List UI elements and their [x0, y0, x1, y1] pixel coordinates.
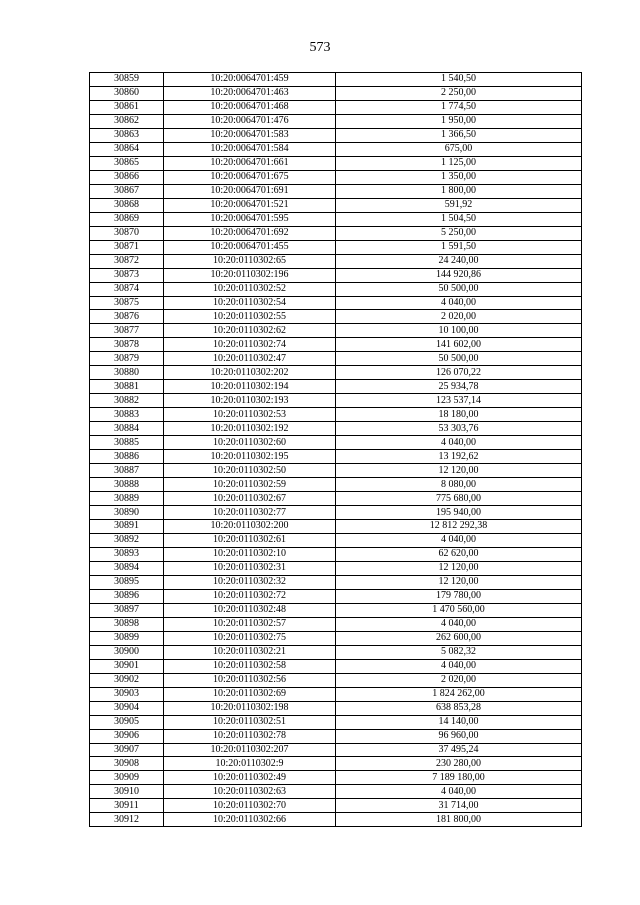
value-cell: 18 180,00: [336, 408, 582, 422]
value-cell: 123 537,14: [336, 394, 582, 408]
row-number-cell: 30902: [90, 673, 164, 687]
row-number-cell: 30871: [90, 240, 164, 254]
cadastral-number-cell: 10:20:0064701:459: [164, 73, 336, 87]
value-cell: 7 189 180,00: [336, 771, 582, 785]
row-number-cell: 30911: [90, 799, 164, 813]
value-cell: 25 934,78: [336, 380, 582, 394]
table-row: [90, 450, 582, 464]
value-cell: 262 600,00: [336, 631, 582, 645]
row-number-cell: 30905: [90, 715, 164, 729]
table-row: [90, 324, 582, 338]
cadastral-number-cell: 10:20:0110302:54: [164, 296, 336, 310]
row-number-cell: 30873: [90, 268, 164, 282]
value-cell: 638 853,28: [336, 701, 582, 715]
table-row: [90, 715, 582, 729]
table-row: [90, 198, 582, 212]
table-row: [90, 73, 582, 87]
cadastral-number-cell: 10:20:0064701:661: [164, 156, 336, 170]
cadastral-number-cell: 10:20:0064701:691: [164, 184, 336, 198]
cadastral-number-cell: 10:20:0110302:72: [164, 589, 336, 603]
value-cell: 14 140,00: [336, 715, 582, 729]
value-cell: 1 350,00: [336, 170, 582, 184]
cadastral-value-table: [89, 72, 582, 827]
cadastral-number-cell: 10:20:0110302:31: [164, 561, 336, 575]
row-number-cell: 30863: [90, 128, 164, 142]
value-cell: 10 100,00: [336, 324, 582, 338]
table-row: [90, 366, 582, 380]
table-row: [90, 729, 582, 743]
cadastral-number-cell: 10:20:0110302:69: [164, 687, 336, 701]
row-number-cell: 30895: [90, 575, 164, 589]
cadastral-number-cell: 10:20:0064701:476: [164, 114, 336, 128]
value-cell: 1 366,50: [336, 128, 582, 142]
cadastral-number-cell: 10:20:0110302:66: [164, 813, 336, 827]
row-number-cell: 30901: [90, 659, 164, 673]
row-number-cell: 30862: [90, 114, 164, 128]
cadastral-number-cell: 10:20:0110302:58: [164, 659, 336, 673]
row-number-cell: 30885: [90, 436, 164, 450]
row-number-cell: 30878: [90, 338, 164, 352]
cadastral-number-cell: 10:20:0064701:584: [164, 142, 336, 156]
row-number-cell: 30879: [90, 352, 164, 366]
table-row: [90, 617, 582, 631]
value-cell: 1 800,00: [336, 184, 582, 198]
row-number-cell: 30860: [90, 86, 164, 100]
row-number-cell: 30877: [90, 324, 164, 338]
row-number-cell: 30875: [90, 296, 164, 310]
table-row: [90, 547, 582, 561]
row-number-cell: 30870: [90, 226, 164, 240]
row-number-cell: 30869: [90, 212, 164, 226]
cadastral-number-cell: 10:20:0110302:70: [164, 799, 336, 813]
row-number-cell: 30910: [90, 785, 164, 799]
cadastral-number-cell: 10:20:0110302:192: [164, 422, 336, 436]
table-row: [90, 128, 582, 142]
value-cell: 4 040,00: [336, 436, 582, 450]
cadastral-number-cell: 10:20:0110302:62: [164, 324, 336, 338]
row-number-cell: 30894: [90, 561, 164, 575]
row-number-cell: 30859: [90, 73, 164, 87]
table-row: [90, 282, 582, 296]
table-row: [90, 631, 582, 645]
cadastral-number-cell: 10:20:0110302:194: [164, 380, 336, 394]
row-number-cell: 30906: [90, 729, 164, 743]
table-row: [90, 687, 582, 701]
table-row: [90, 771, 582, 785]
cadastral-number-cell: 10:20:0110302:196: [164, 268, 336, 282]
row-number-cell: 30900: [90, 645, 164, 659]
value-cell: 24 240,00: [336, 254, 582, 268]
row-number-cell: 30872: [90, 254, 164, 268]
row-number-cell: 30864: [90, 142, 164, 156]
table-row: [90, 673, 582, 687]
row-number-cell: 30887: [90, 464, 164, 478]
table-row: [90, 492, 582, 506]
row-number-cell: 30889: [90, 492, 164, 506]
cadastral-number-cell: 10:20:0110302:50: [164, 464, 336, 478]
table-row: [90, 408, 582, 422]
cadastral-number-cell: 10:20:0110302:60: [164, 436, 336, 450]
table-row: [90, 561, 582, 575]
cadastral-number-cell: 10:20:0110302:9: [164, 757, 336, 771]
table-row: [90, 212, 582, 226]
row-number-cell: 30881: [90, 380, 164, 394]
row-number-cell: 30882: [90, 394, 164, 408]
value-cell: 179 780,00: [336, 589, 582, 603]
row-number-cell: 30912: [90, 813, 164, 827]
table-row: [90, 268, 582, 282]
cadastral-number-cell: 10:20:0110302:193: [164, 394, 336, 408]
cadastral-number-cell: 10:20:0064701:692: [164, 226, 336, 240]
value-cell: 675,00: [336, 142, 582, 156]
cadastral-number-cell: 10:20:0064701:521: [164, 198, 336, 212]
value-cell: 13 192,62: [336, 450, 582, 464]
row-number-cell: 30890: [90, 506, 164, 520]
table-row: [90, 701, 582, 715]
table-row: [90, 464, 582, 478]
row-number-cell: 30884: [90, 422, 164, 436]
value-cell: 8 080,00: [336, 478, 582, 492]
table-row: [90, 310, 582, 324]
cadastral-number-cell: 10:20:0110302:78: [164, 729, 336, 743]
cadastral-number-cell: 10:20:0110302:52: [164, 282, 336, 296]
value-cell: 12 120,00: [336, 464, 582, 478]
value-cell: 1 774,50: [336, 100, 582, 114]
cadastral-number-cell: 10:20:0110302:198: [164, 701, 336, 715]
value-cell: 4 040,00: [336, 296, 582, 310]
cadastral-number-cell: 10:20:0110302:75: [164, 631, 336, 645]
row-number-cell: 30899: [90, 631, 164, 645]
value-cell: 1 125,00: [336, 156, 582, 170]
row-number-cell: 30886: [90, 450, 164, 464]
value-cell: 12 120,00: [336, 575, 582, 589]
row-number-cell: 30888: [90, 478, 164, 492]
table-row: [90, 478, 582, 492]
value-cell: 96 960,00: [336, 729, 582, 743]
table-row: [90, 142, 582, 156]
cadastral-number-cell: 10:20:0110302:77: [164, 506, 336, 520]
table-row: [90, 575, 582, 589]
value-cell: 31 714,00: [336, 799, 582, 813]
value-cell: 1 470 560,00: [336, 603, 582, 617]
table-row: [90, 533, 582, 547]
value-cell: 53 303,76: [336, 422, 582, 436]
cadastral-number-cell: 10:20:0110302:195: [164, 450, 336, 464]
row-number-cell: 30868: [90, 198, 164, 212]
value-cell: 1 504,50: [336, 212, 582, 226]
value-cell: 4 040,00: [336, 659, 582, 673]
cadastral-number-cell: 10:20:0110302:32: [164, 575, 336, 589]
table-row: [90, 156, 582, 170]
table-row: [90, 240, 582, 254]
table-row: [90, 813, 582, 827]
value-cell: 2 020,00: [336, 673, 582, 687]
cadastral-number-cell: 10:20:0110302:74: [164, 338, 336, 352]
value-cell: 12 120,00: [336, 561, 582, 575]
cadastral-number-cell: 10:20:0110302:57: [164, 617, 336, 631]
row-number-cell: 30866: [90, 170, 164, 184]
table-row: [90, 170, 582, 184]
row-number-cell: 30874: [90, 282, 164, 296]
table-row: [90, 799, 582, 813]
value-cell: 230 280,00: [336, 757, 582, 771]
cadastral-number-cell: 10:20:0110302:21: [164, 645, 336, 659]
value-cell: 4 040,00: [336, 533, 582, 547]
table-row: [90, 184, 582, 198]
cadastral-number-cell: 10:20:0064701:468: [164, 100, 336, 114]
table-row: [90, 394, 582, 408]
table-row: [90, 380, 582, 394]
row-number-cell: 30909: [90, 771, 164, 785]
cadastral-number-cell: 10:20:0064701:595: [164, 212, 336, 226]
row-number-cell: 30891: [90, 520, 164, 534]
table-row: [90, 352, 582, 366]
value-cell: 1 591,50: [336, 240, 582, 254]
cadastral-number-cell: 10:20:0110302:51: [164, 715, 336, 729]
page-number: 573: [309, 40, 331, 55]
cadastral-number-cell: 10:20:0110302:65: [164, 254, 336, 268]
table-row: [90, 645, 582, 659]
row-number-cell: 30892: [90, 533, 164, 547]
cadastral-number-cell: 10:20:0110302:202: [164, 366, 336, 380]
value-cell: 144 920,86: [336, 268, 582, 282]
row-number-cell: 30865: [90, 156, 164, 170]
table-row: [90, 603, 582, 617]
value-cell: 4 040,00: [336, 785, 582, 799]
cadastral-number-cell: 10:20:0064701:675: [164, 170, 336, 184]
row-number-cell: 30883: [90, 408, 164, 422]
table-row: [90, 506, 582, 520]
row-number-cell: 30898: [90, 617, 164, 631]
value-cell: 37 495,24: [336, 743, 582, 757]
row-number-cell: 30867: [90, 184, 164, 198]
value-cell: 126 070,22: [336, 366, 582, 380]
row-number-cell: 30896: [90, 589, 164, 603]
value-cell: 195 940,00: [336, 506, 582, 520]
cadastral-number-cell: 10:20:0064701:583: [164, 128, 336, 142]
table-body: [90, 73, 582, 827]
value-cell: 50 500,00: [336, 282, 582, 296]
value-cell: 50 500,00: [336, 352, 582, 366]
row-number-cell: 30876: [90, 310, 164, 324]
table-row: [90, 520, 582, 534]
cadastral-number-cell: 10:20:0110302:48: [164, 603, 336, 617]
value-cell: 141 602,00: [336, 338, 582, 352]
cadastral-number-cell: 10:20:0110302:49: [164, 771, 336, 785]
row-number-cell: 30897: [90, 603, 164, 617]
table-row: [90, 757, 582, 771]
cadastral-number-cell: 10:20:0064701:463: [164, 86, 336, 100]
table-row: [90, 785, 582, 799]
cadastral-number-cell: 10:20:0110302:53: [164, 408, 336, 422]
value-cell: 4 040,00: [336, 617, 582, 631]
table-row: [90, 659, 582, 673]
value-cell: 775 680,00: [336, 492, 582, 506]
cadastral-number-cell: 10:20:0110302:61: [164, 533, 336, 547]
value-cell: 2 250,00: [336, 86, 582, 100]
cadastral-number-cell: 10:20:0110302:56: [164, 673, 336, 687]
row-number-cell: 30908: [90, 757, 164, 771]
table-row: [90, 338, 582, 352]
cadastral-number-cell: 10:20:0110302:10: [164, 547, 336, 561]
table-row: [90, 743, 582, 757]
cadastral-number-cell: 10:20:0110302:63: [164, 785, 336, 799]
value-cell: 62 620,00: [336, 547, 582, 561]
row-number-cell: 30893: [90, 547, 164, 561]
cadastral-number-cell: 10:20:0110302:200: [164, 520, 336, 534]
value-cell: 5 082,32: [336, 645, 582, 659]
value-cell: 2 020,00: [336, 310, 582, 324]
table-row: [90, 589, 582, 603]
cadastral-number-cell: 10:20:0110302:67: [164, 492, 336, 506]
table-row: [90, 100, 582, 114]
value-cell: 12 812 292,38: [336, 520, 582, 534]
table-row: [90, 254, 582, 268]
cadastral-number-cell: 10:20:0110302:55: [164, 310, 336, 324]
table-row: [90, 422, 582, 436]
row-number-cell: 30903: [90, 687, 164, 701]
table-row: [90, 226, 582, 240]
cadastral-number-cell: 10:20:0110302:207: [164, 743, 336, 757]
cadastral-number-cell: 10:20:0110302:47: [164, 352, 336, 366]
value-cell: 591,92: [336, 198, 582, 212]
row-number-cell: 30904: [90, 701, 164, 715]
table-row: [90, 86, 582, 100]
value-cell: 1 824 262,00: [336, 687, 582, 701]
value-cell: 181 800,00: [336, 813, 582, 827]
row-number-cell: 30861: [90, 100, 164, 114]
value-cell: 1 540,50: [336, 73, 582, 87]
row-number-cell: 30880: [90, 366, 164, 380]
table-row: [90, 436, 582, 450]
table-row: [90, 296, 582, 310]
cadastral-number-cell: 10:20:0064701:455: [164, 240, 336, 254]
row-number-cell: 30907: [90, 743, 164, 757]
cadastral-number-cell: 10:20:0110302:59: [164, 478, 336, 492]
value-cell: 1 950,00: [336, 114, 582, 128]
table-row: [90, 114, 582, 128]
value-cell: 5 250,00: [336, 226, 582, 240]
